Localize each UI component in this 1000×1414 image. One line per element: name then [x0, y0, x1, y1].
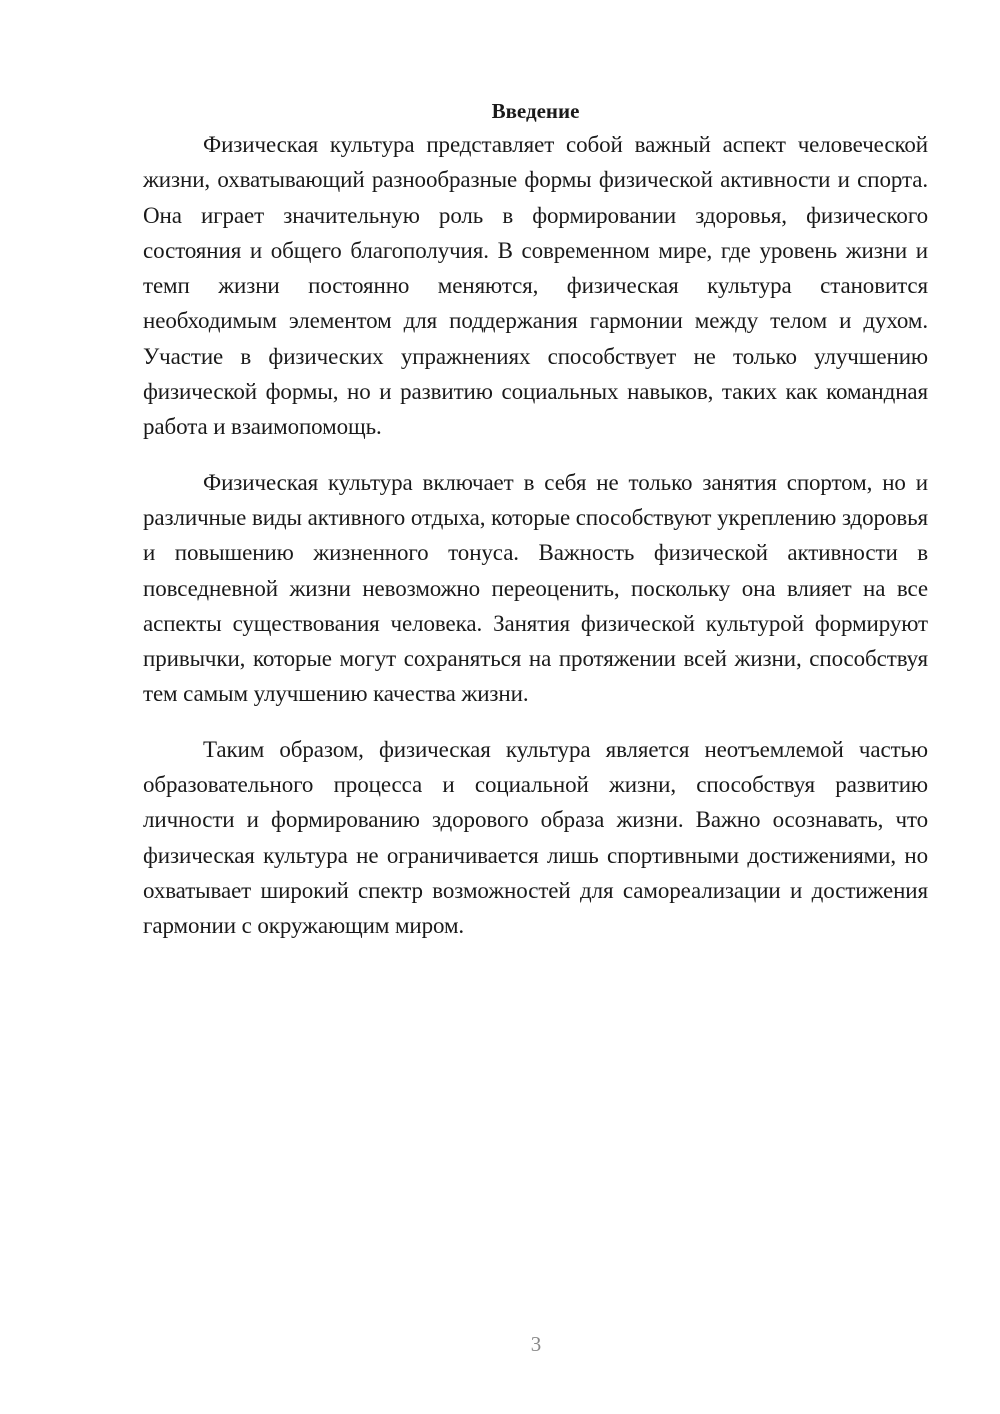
page-content [143, 96, 928, 964]
section-heading: Введение [491, 99, 580, 123]
paragraph-2: Физическая культура включает в себя не только занятия спортом, но и различные виды активного отдыха, которые способствуют укреплению здоровья и повышению жизненного тонуса. Важность физической активности в повседневной жизни невозможно переоценить, поскольку она влияет на все аспекты существования человека. Занятия физической культурой формируют привычки, которые могут сохраняться на протяжении всей жизни, способствуя тем самым улучшению качества жизни. [143, 469, 928, 707]
page-number: 3 [530, 1332, 542, 1356]
paragraph-1: Физическая культура представляет собой важный аспект человеческой жизни, охватывающий разнообразные формы физической активности и спорта. Она играет значительную роль в формировании здоровья, физического состояния и общего благополучия. В современном мире, где уровень жизни и темп жизни постоянно меняются, физическая культура становится необходимым элементом для поддержания гармонии между телом и духом. Участие в физических упражнениях способствует не только улучшению физической формы, но и развитию социальных навыков, таких как командная работа и взаимопомощь. [143, 132, 928, 440]
paragraph-3: Таким образом, физическая культура является неотъемлемой частью образовательного процесса и социальной жизни, способствуя развитию личности и формированию здорового образа жизни. Важно осознавать, что физическая культура не ограничивается лишь спортивными достижениями, но охватывает широкий спектр возможностей для самореализации и достижения гармонии с окружающим миром. [143, 736, 928, 939]
